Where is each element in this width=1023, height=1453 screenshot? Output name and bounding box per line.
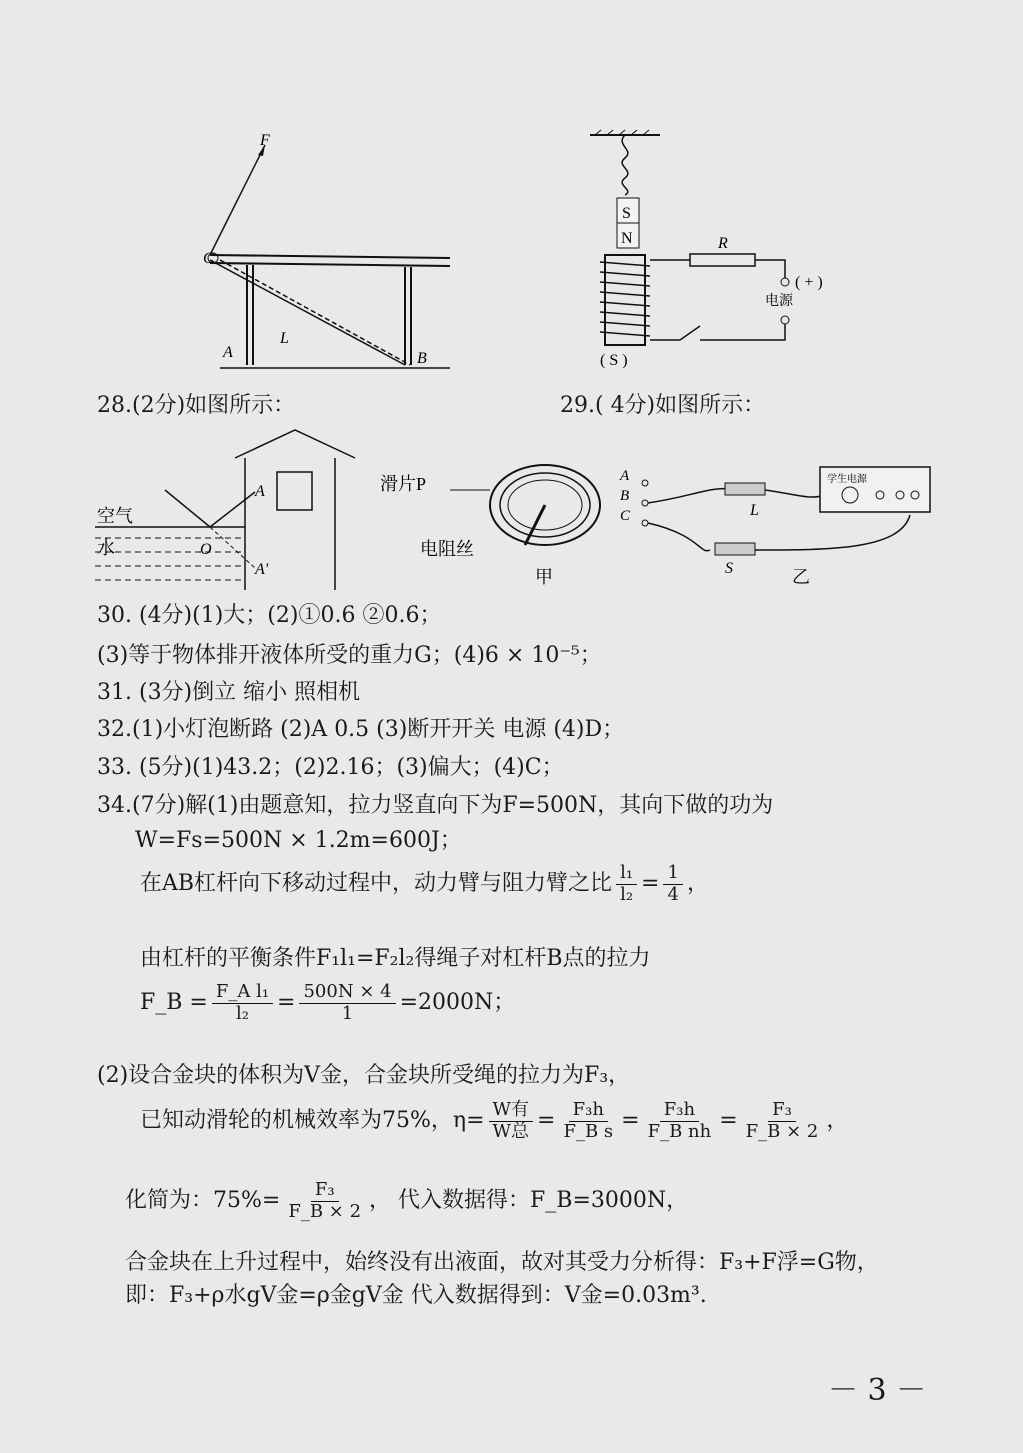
label-F: F bbox=[260, 132, 270, 149]
ratio-value-fraction bbox=[663, 863, 682, 905]
q34-ratio-line bbox=[140, 863, 709, 905]
water-label: 水 bbox=[97, 538, 115, 558]
efficiency-equation bbox=[140, 1100, 848, 1142]
eff-n1: W有 bbox=[489, 1100, 534, 1122]
eff-d4: F_B × 2 bbox=[745, 1120, 819, 1142]
lever-diagram-28 bbox=[205, 125, 455, 390]
terminal-A: A bbox=[620, 468, 630, 484]
power-supply-label: 学生电源 bbox=[827, 474, 867, 485]
rheostat-circuit-diagram bbox=[380, 455, 940, 595]
ratio-num: 1 bbox=[663, 863, 682, 885]
q34-part2-line: (2)设合金块的体积为V金，合金块所受绳的拉力为F₃， bbox=[97, 1063, 631, 1088]
fb-d1: l₂ bbox=[235, 1002, 249, 1024]
q32-answer: 32.(1)小灯泡断路 (2)A 0.5 (3)断开开关 电源 (4)D； bbox=[97, 717, 625, 742]
fig-yi: 乙 bbox=[792, 567, 810, 587]
label-A: A bbox=[223, 344, 233, 361]
eff-n4: F₃ bbox=[768, 1100, 796, 1122]
label-B: B bbox=[417, 350, 427, 367]
coil-pole-label: ( S ) bbox=[600, 352, 628, 369]
fb-eq: = bbox=[277, 989, 296, 1015]
eff-d1: W总 bbox=[492, 1120, 530, 1142]
point-O: O bbox=[200, 541, 212, 558]
eff-n2: F₃h bbox=[569, 1100, 608, 1122]
q34-force-analysis: 合金块在上升过程中，始终没有出液面，故对其受力分析得：F₃+F浮=G物， bbox=[125, 1250, 879, 1275]
source-plus: ( + ) bbox=[795, 274, 823, 291]
eq-sign: = bbox=[641, 870, 660, 896]
ratio-tail: ， bbox=[686, 870, 709, 896]
q34-line1: 34.(7分)解(1)由题意知，拉力竖直向下为F=500N，其向下做的功为 bbox=[97, 793, 774, 818]
ratio-den: 4 bbox=[667, 883, 679, 905]
magnet-N: N bbox=[621, 230, 633, 247]
fb-lhs: F_B = bbox=[140, 989, 208, 1015]
page-number: － 3 － bbox=[828, 1373, 927, 1408]
q28-heading: 28.(2分)如图所示： bbox=[97, 393, 296, 418]
source-label: 电源 bbox=[765, 294, 793, 309]
label-C: C bbox=[203, 250, 214, 267]
magnet-S: S bbox=[622, 205, 631, 222]
q30-line1: 30. (4分)(1)大；(2)①0.6 ②0.6； bbox=[97, 603, 442, 628]
fb-fraction-2 bbox=[299, 982, 395, 1024]
electromagnet-diagram-29 bbox=[585, 130, 865, 370]
slider-label: 滑片P bbox=[380, 474, 427, 494]
terminal-B: B bbox=[620, 488, 630, 504]
eff-eq-2: = bbox=[621, 1107, 640, 1133]
q33-answer: 33. (5分)(1)43.2；(2)2.16；(3)偏大；(4)C； bbox=[97, 755, 564, 780]
fb-n1: F_A l₁ bbox=[212, 982, 273, 1004]
q34-balance-line: 由杠杆的平衡条件F₁l₁=F₂l₂得绳子对杠杆B点的拉力 bbox=[140, 946, 651, 971]
eff-frac-4 bbox=[742, 1100, 823, 1142]
eff-frac-2 bbox=[559, 1100, 617, 1142]
switch-S: S bbox=[725, 560, 733, 577]
lamp-L: L bbox=[750, 502, 759, 519]
wire-label: 电阻丝 bbox=[420, 539, 474, 559]
resistor-R: R bbox=[718, 235, 728, 252]
fb-equation bbox=[140, 982, 515, 1024]
eff-d3: F_B nh bbox=[647, 1120, 712, 1142]
eff-tail: ， bbox=[826, 1107, 849, 1133]
point-A-prime: A' bbox=[255, 561, 269, 578]
q29-heading: 29.( 4分)如图所示： bbox=[560, 393, 766, 418]
simp-pre: 化简为：75%= bbox=[125, 1187, 281, 1213]
terminal-C: C bbox=[620, 508, 631, 524]
label-L: L bbox=[280, 330, 289, 347]
simp-frac bbox=[284, 1180, 365, 1222]
simp-n: F₃ bbox=[311, 1180, 339, 1202]
arm-ratio-fraction bbox=[616, 863, 637, 905]
eff-eq-1: = bbox=[537, 1107, 556, 1133]
q34-final: 即：F₃+ρ水gV金=ρ金gV金 代入数据得到：V金=0.03m³. bbox=[125, 1283, 707, 1308]
point-A: A bbox=[255, 483, 265, 500]
l1: l₁ bbox=[616, 863, 637, 885]
q30-line2: (3)等于物体排开液体所受的重力G；(4)6 × 10⁻⁵； bbox=[97, 643, 602, 668]
fb-fraction-1 bbox=[212, 982, 273, 1024]
q31-answer: 31. (3分)倒立 缩小 照相机 bbox=[97, 680, 361, 705]
fb-result: =2000N； bbox=[399, 989, 516, 1015]
q34-ratio-text: 在AB杠杆向下移动过程中，动力臂与阻力臂之比 bbox=[140, 870, 613, 896]
simp-d: F_B × 2 bbox=[288, 1200, 362, 1222]
eff-pre: 已知动滑轮的机械效率为75%，η= bbox=[140, 1107, 485, 1133]
fb-n2: 500N × 4 bbox=[299, 982, 395, 1004]
eff-eq-3: = bbox=[719, 1107, 738, 1133]
l2: l₂ bbox=[620, 883, 634, 905]
eff-n3: F₃h bbox=[660, 1100, 699, 1122]
eff-d2: F_B s bbox=[563, 1120, 614, 1142]
simplify-equation bbox=[125, 1180, 688, 1222]
simp-post: ， 代入数据得：F_B=3000N， bbox=[369, 1187, 689, 1213]
fig-jia: 甲 bbox=[535, 567, 553, 587]
eff-frac-3 bbox=[644, 1100, 716, 1142]
eff-frac-1 bbox=[489, 1100, 534, 1142]
fb-d2: 1 bbox=[341, 1002, 354, 1024]
reflection-diagram bbox=[95, 430, 375, 595]
q34-work: W=Fs=500N × 1.2m=600J； bbox=[135, 828, 462, 853]
air-label: 空气 bbox=[97, 506, 133, 526]
